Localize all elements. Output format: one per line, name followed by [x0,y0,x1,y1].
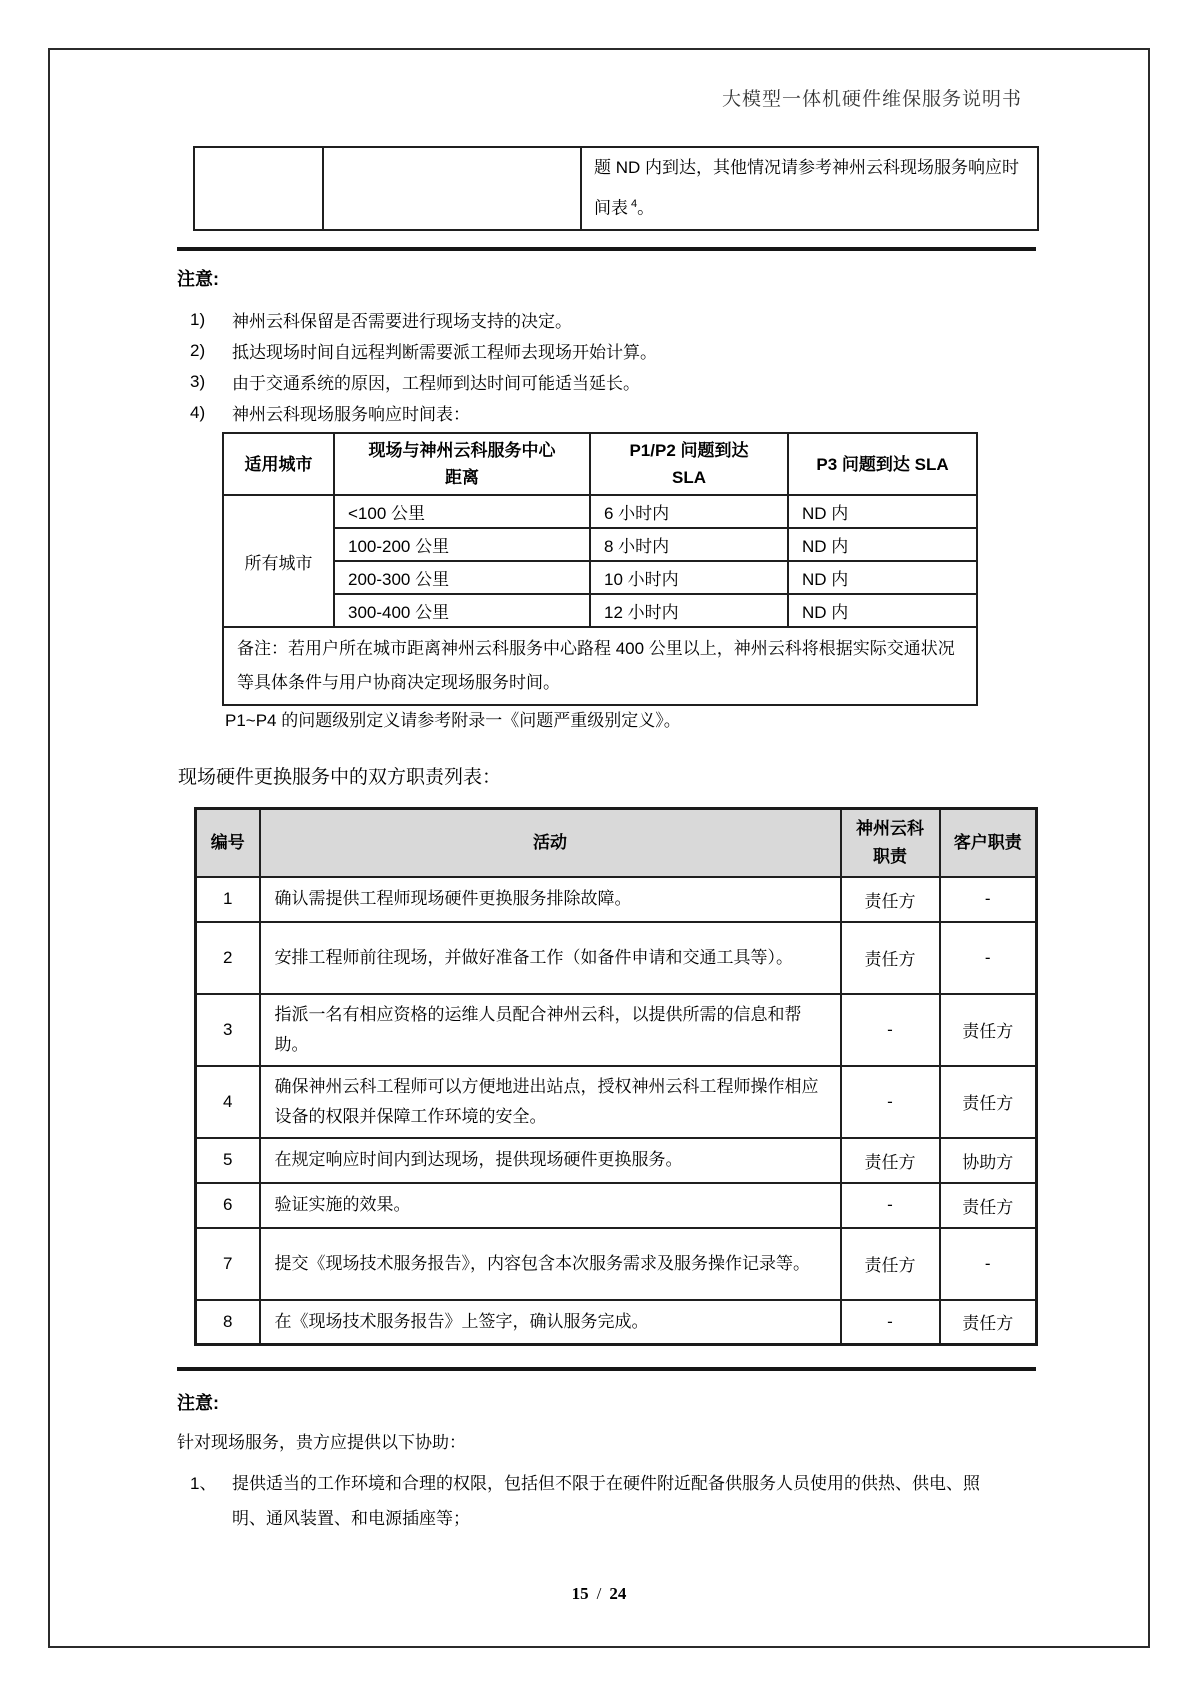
sla-header-p12 [590,433,788,495]
resp-activity-cell: 确认需提供工程师现场硬件更换服务排除故障。 [260,877,841,922]
resp-activity-cell: 安排工程师前往现场，并做好准备工作（如备件申请和交通工具等）。 [260,922,841,994]
sla-distance-cell: 100-200 公里 [334,528,590,561]
continued-table-row [194,147,1038,230]
responsibilities-row [196,877,1037,922]
continued-table-empty-cell-2 [323,147,581,230]
resp-customer-cell: 责任方 [940,1066,1037,1138]
sla-p12-cell: 8 小时内 [590,528,788,561]
sla-header-p12-line2: SLA [672,468,706,487]
sla-table-row [223,495,977,528]
sla-p12-cell: 6 小时内 [590,495,788,528]
resp-num-cell: 8 [196,1300,260,1345]
section-divider-top [177,247,1036,251]
sla-p12-cell: 12 小时内 [590,594,788,627]
sla-table-header-row [223,433,977,495]
document-header-title: 大模型一体机硬件维保服务说明书 [721,89,1022,110]
section-divider-bottom [177,1367,1036,1371]
sla-header-p12-line1: P1/P2 问题到达 [629,441,749,460]
resp-dc-cell: - [841,1066,940,1138]
sla-city-cell: 所有城市 [223,495,334,627]
resp-customer-cell: - [940,1228,1037,1300]
resp-customer-cell: 责任方 [940,1300,1037,1345]
responsibilities-header-row [196,809,1037,877]
sla-p3-cell: ND 内 [788,561,977,594]
resp-activity-cell: 提交《现场技术服务报告》，内容包含本次服务需求及服务操作记录等。 [260,1228,841,1300]
resp-header-activity: 活动 [260,809,841,877]
resp-header-num: 编号 [196,809,260,877]
list-item [190,397,1020,428]
list-item-number: 1、 [190,1474,217,1493]
footer-total-pages: 24 [609,1584,627,1603]
resp-customer-cell: - [940,922,1037,994]
sla-header-p3: P3 问题到达 SLA [788,433,977,495]
list-item-text: 提供适当的工作环境和合理的权限，包括但不限于在硬件附近配备供服务人员使用的供热、供电、照明、通风装置、和电源插座等； [232,1474,980,1528]
responsibilities-section-title: 现场硬件更换服务中的双方职责列表： [178,767,502,788]
responsibilities-row [196,1183,1037,1228]
resp-dc-cell: 责任方 [841,877,940,922]
resp-activity-cell: 确保神州云科工程师可以方便地进出站点，授权神州云科工程师操作相应设备的权限并保障工作环境的安全。 [260,1066,841,1138]
resp-dc-cell: 责任方 [841,1138,940,1183]
sla-p3-cell: ND 内 [788,528,977,561]
resp-activity-cell: 指派一名有相应资格的运维人员配合神州云科，以提供所需的信息和帮助。 [260,994,841,1066]
sla-header-distance-line1: 现场与神州云科服务中心 [368,441,556,460]
notes-bottom-list [190,1466,1005,1536]
list-item [190,335,1020,366]
resp-customer-cell: 责任方 [940,994,1037,1066]
notes-bottom-label: 注意: [177,1393,219,1413]
continued-table-empty-cell-1 [194,147,323,230]
notes-top-list [190,304,1020,428]
resp-dc-cell: - [841,994,940,1066]
list-item-text: 由于交通系统的原因，工程师到达时间可能适当延长。 [232,374,640,393]
resp-header-dc-line1: 神州云科 [856,818,924,838]
responsibilities-table [194,807,1038,1346]
list-item [190,366,1020,397]
resp-customer-cell: 协助方 [940,1138,1037,1183]
responsibilities-row [196,994,1037,1066]
resp-dc-cell: - [841,1300,940,1345]
resp-header-dc-line2: 职责 [873,846,907,866]
sla-header-distance-line2: 距离 [445,468,479,487]
severity-appendix-note: P1~P4 的问题级别定义请参考附录一《问题严重级别定义》。 [225,711,681,730]
sla-remark-cell: 备注：若用户所在城市距离神州云科服务中心路程 400 公里以上，神州云科将根据实际交通状况等具体条件与用户协商决定现场服务时间。 [223,627,977,705]
page-footer [48,1584,1150,1604]
list-item-number: 3) [190,371,206,391]
resp-activity-cell: 在规定响应时间内到达现场，提供现场硬件更换服务。 [260,1138,841,1183]
footnote-reference: 4 [631,198,638,210]
footer-current-page: 15 [571,1584,589,1603]
notes-bottom-intro: 针对现场服务，贵方应提供以下协助： [177,1433,466,1452]
list-item-text: 抵达现场时间自远程判断需要派工程师去现场开始计算。 [232,343,657,362]
continued-table-text-cell [581,147,1038,230]
resp-num-cell: 3 [196,994,260,1066]
sla-table-row [223,561,977,594]
sla-table-row [223,528,977,561]
list-item-number: 1) [190,309,206,329]
continued-table [193,146,1039,231]
sla-distance-cell: 200-300 公里 [334,561,590,594]
responsibilities-row [196,1300,1037,1345]
sla-header-distance [334,433,590,495]
resp-dc-cell: - [841,1183,940,1228]
sla-p12-cell: 10 小时内 [590,561,788,594]
resp-dc-cell: 责任方 [841,1228,940,1300]
resp-header-customer: 客户职责 [940,809,1037,877]
resp-num-cell: 6 [196,1183,260,1228]
resp-customer-cell: - [940,877,1037,922]
resp-num-cell: 7 [196,1228,260,1300]
resp-num-cell: 4 [196,1066,260,1138]
list-item [190,1466,1005,1536]
resp-customer-cell: 责任方 [940,1183,1037,1228]
sla-response-time-table [222,432,978,706]
resp-dc-cell: 责任方 [841,922,940,994]
resp-num-cell: 5 [196,1138,260,1183]
sla-p3-cell: ND 内 [788,594,977,627]
responsibilities-row [196,1138,1037,1183]
sla-table-row [223,594,977,627]
responsibilities-row [196,1228,1037,1300]
continued-cell-text: 题 ND 内到达，其他情况请参考神州云科现场服务响应时间表 [594,158,1019,218]
responsibilities-row [196,922,1037,994]
list-item-number: 2) [190,340,206,360]
responsibilities-row [196,1066,1037,1138]
list-item [190,304,1020,335]
resp-num-cell: 1 [196,877,260,922]
sla-header-city: 适用城市 [223,433,334,495]
resp-activity-cell: 验证实施的效果。 [260,1183,841,1228]
sla-distance-cell: <100 公里 [334,495,590,528]
resp-header-dc [841,809,940,877]
sla-distance-cell: 300-400 公里 [334,594,590,627]
footer-separator: / [596,1584,602,1603]
notes-top-label: 注意: [177,269,219,289]
continued-cell-period: 。 [637,198,655,218]
list-item-number: 4) [190,402,206,422]
resp-num-cell: 2 [196,922,260,994]
list-item-text: 神州云科现场服务响应时间表： [232,405,470,424]
list-item-text: 神州云科保留是否需要进行现场支持的决定。 [232,312,572,331]
resp-activity-cell: 在《现场技术服务报告》上签字，确认服务完成。 [260,1300,841,1345]
sla-p3-cell: ND 内 [788,495,977,528]
sla-table-remark-row [223,627,977,705]
